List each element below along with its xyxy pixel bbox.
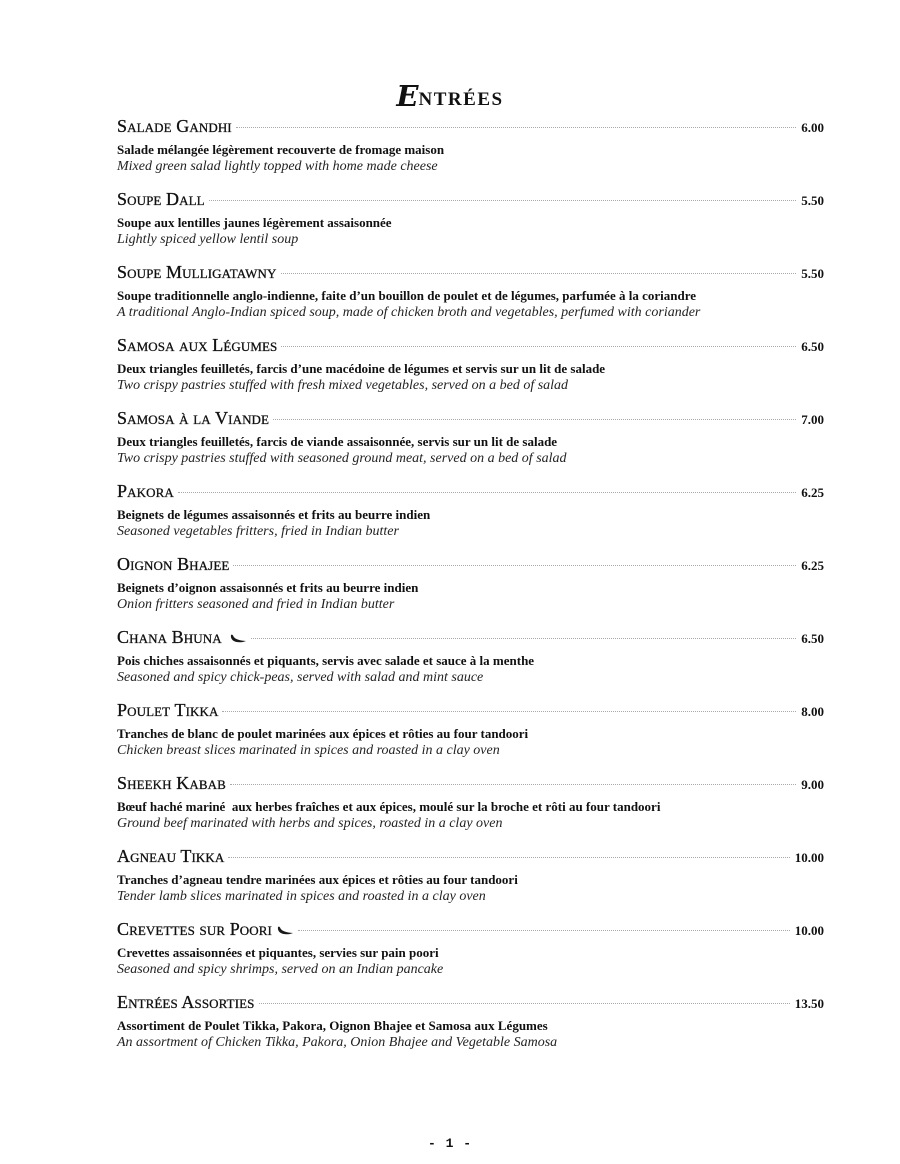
menu-item bbox=[117, 481, 824, 554]
item-name: Crevettes sur Poori bbox=[117, 919, 272, 939]
item-header bbox=[117, 481, 824, 505]
menu-item bbox=[117, 554, 824, 627]
item-price: 10.00 bbox=[794, 850, 824, 865]
description-french: Beignets d’oignon assaisonnés et frits au beurre indien bbox=[117, 580, 419, 595]
description-english: A traditional Anglo-Indian spiced soup, made of chicken broth and vegetables, perfumed with coriander bbox=[117, 305, 701, 320]
item-name: Salade Gandhi bbox=[117, 116, 232, 136]
item-price: 8.00 bbox=[801, 704, 824, 719]
item-header bbox=[117, 335, 824, 359]
description-english: Tender lamb slices marinated in spices and roasted in a clay oven bbox=[117, 889, 486, 904]
item-header bbox=[117, 919, 824, 943]
description-english: Seasoned and spicy shrimps, served on an Indian pancake bbox=[117, 962, 444, 977]
dotted-leader bbox=[222, 711, 796, 712]
item-header bbox=[117, 773, 824, 797]
dotted-leader bbox=[209, 200, 797, 201]
description-english: Mixed green salad lightly topped with home made cheese bbox=[117, 159, 438, 174]
item-price: 10.00 bbox=[794, 923, 824, 938]
item-name: Oignon Bhajee bbox=[117, 554, 230, 574]
description-english: Two crispy pastries stuffed with seasoned ground meat, served on a bed of salad bbox=[117, 451, 567, 466]
description-french: Bœuf haché mariné aux herbes fraîches et aux épices, moulé sur la broche et rôti au four tandoori bbox=[117, 799, 661, 814]
description-english: An assortment of Chicken Tikka, Pakora, Onion Bhajee and Vegetable Samosa bbox=[117, 1035, 558, 1050]
item-header bbox=[117, 992, 824, 1016]
item-name: Samosa aux Légumes bbox=[117, 335, 278, 355]
item-price: 7.00 bbox=[801, 412, 824, 427]
chili-pepper-icon bbox=[230, 634, 247, 643]
menu-list bbox=[117, 116, 824, 1065]
description-english: Onion fritters seasoned and fried in Indian butter bbox=[117, 597, 395, 612]
item-header bbox=[117, 408, 824, 432]
menu-item bbox=[117, 627, 824, 700]
item-price: 13.50 bbox=[794, 996, 824, 1011]
description-english: Two crispy pastries stuffed with fresh mixed vegetables, served on a bed of salad bbox=[117, 378, 569, 393]
item-price: 6.50 bbox=[801, 339, 824, 354]
menu-item bbox=[117, 919, 824, 992]
menu-item bbox=[117, 262, 824, 335]
description-english: Ground beef marinated with herbs and spices, roasted in a clay oven bbox=[117, 816, 503, 831]
dotted-leader bbox=[251, 638, 797, 639]
description-french: Soupe aux lentilles jaunes légèrement assaisonnée bbox=[117, 215, 392, 230]
description-french: Tranches de blanc de poulet marinées aux épices et rôties au four tandoori bbox=[117, 726, 529, 741]
description-french: Beignets de légumes assaisonnés et frits au beurre indien bbox=[117, 507, 431, 522]
item-header bbox=[117, 846, 824, 870]
dotted-leader bbox=[273, 419, 796, 420]
item-name: Samosa à la Viande bbox=[117, 408, 270, 428]
description-french: Assortiment de Poulet Tikka, Pakora, Oignon Bhajee et Samosa aux Légumes bbox=[117, 1018, 548, 1033]
menu-item bbox=[117, 992, 824, 1065]
dotted-leader bbox=[259, 1003, 790, 1004]
page-title bbox=[0, 79, 900, 113]
description-french: Tranches d’agneau tendre marinées aux épices et rôties au four tandoori bbox=[117, 872, 518, 887]
item-name: Pakora bbox=[117, 481, 174, 501]
item-header bbox=[117, 700, 824, 724]
description-english: Seasoned and spicy chick-peas, served with salad and mint sauce bbox=[117, 670, 484, 685]
dotted-leader bbox=[230, 784, 796, 785]
item-price: 6.00 bbox=[801, 120, 824, 135]
description-french: Salade mélangée légèrement recouverte de fromage maison bbox=[117, 142, 445, 157]
description-french: Crevettes assaisonnées et piquantes, servies sur pain poori bbox=[117, 945, 439, 960]
dotted-leader bbox=[281, 346, 796, 347]
item-price: 6.25 bbox=[801, 558, 824, 573]
description-english: Lightly spiced yellow lentil soup bbox=[117, 232, 299, 247]
menu-item bbox=[117, 408, 824, 481]
menu-item bbox=[117, 116, 824, 189]
page-number: - 1 - bbox=[427, 1136, 472, 1151]
description-french: Deux triangles feuilletés, farcis d’une macédoine de légumes et servis sur un lit de salade bbox=[117, 361, 606, 376]
item-price: 6.25 bbox=[801, 485, 824, 500]
item-price: 9.00 bbox=[801, 777, 824, 792]
description-french: Deux triangles feuilletés, farcis de viande assaisonnée, servis sur un lit de salade bbox=[117, 434, 558, 449]
menu-item bbox=[117, 189, 824, 262]
item-name: Entrées Assorties bbox=[117, 992, 255, 1012]
item-header bbox=[117, 189, 824, 213]
dotted-leader bbox=[233, 565, 796, 566]
title-rest: NTRÉES bbox=[418, 88, 504, 110]
item-header bbox=[117, 116, 824, 140]
item-header bbox=[117, 554, 824, 578]
menu-item bbox=[117, 700, 824, 773]
item-name: Sheekh Kabab bbox=[117, 773, 226, 793]
description-english: Seasoned vegetables fritters, fried in Indian butter bbox=[117, 524, 399, 539]
item-name: Agneau Tikka bbox=[117, 846, 225, 866]
dotted-leader bbox=[236, 127, 797, 128]
description-french: Soupe traditionnelle anglo-indienne, faite d’un bouillon de poulet et de légumes, parfumée à la coriandre bbox=[117, 288, 697, 303]
dotted-leader bbox=[281, 273, 797, 274]
chili-pepper-icon bbox=[277, 926, 294, 935]
item-header bbox=[117, 262, 824, 286]
menu-item bbox=[117, 773, 824, 846]
dotted-leader bbox=[178, 492, 796, 493]
item-price: 5.50 bbox=[801, 193, 824, 208]
dotted-leader bbox=[298, 930, 790, 931]
description-french: Pois chiches assaisonnés et piquants, servis avec salade et sauce à la menthe bbox=[117, 653, 535, 668]
description-english: Chicken breast slices marinated in spices and roasted in a clay oven bbox=[117, 743, 500, 758]
title-initial: E bbox=[396, 78, 419, 113]
item-header bbox=[117, 627, 824, 651]
item-price: 6.50 bbox=[801, 631, 824, 646]
item-name: Soupe Dall bbox=[117, 189, 205, 209]
dotted-leader bbox=[228, 857, 789, 858]
menu-item bbox=[117, 335, 824, 408]
item-price: 5.50 bbox=[801, 266, 824, 281]
menu-item bbox=[117, 846, 824, 919]
item-name: Soupe Mulligatawny bbox=[117, 262, 277, 282]
item-name: Chana Bhuna bbox=[117, 627, 222, 647]
item-name: Poulet Tikka bbox=[117, 700, 219, 720]
